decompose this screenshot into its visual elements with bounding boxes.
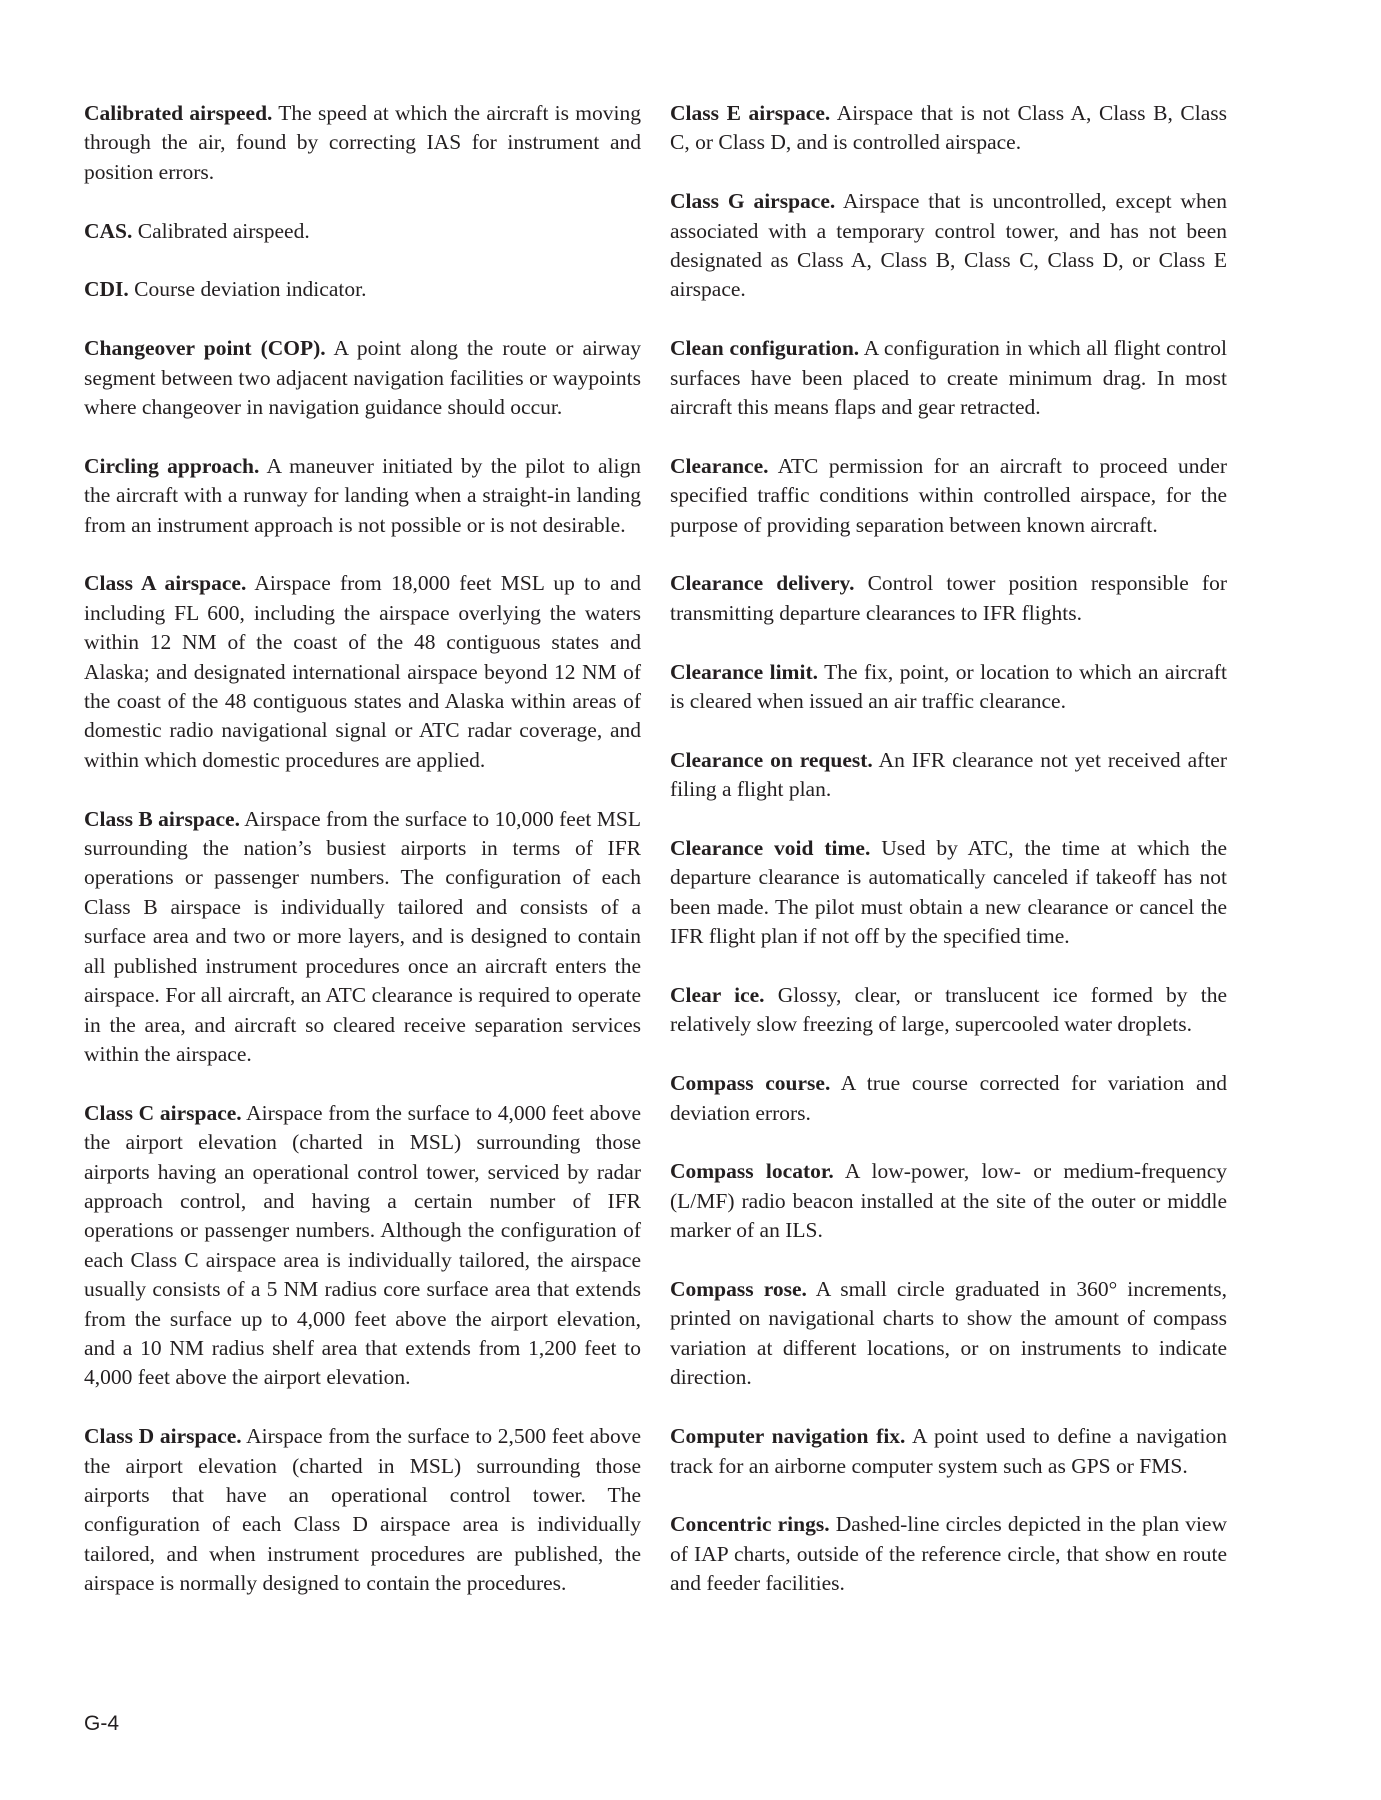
glossary-definition: Course deviation indicator.	[128, 277, 367, 302]
glossary-definition: A true course corrected for variation and deviation errors.	[670, 1071, 1227, 1125]
glossary-term: Clearance delivery.	[670, 571, 855, 596]
glossary-definition: The fix, point, or location to which an aircraft is cleared when issued an air traffic clearance.	[670, 659, 1227, 714]
glossary-term: Compass rose.	[670, 1277, 807, 1302]
glossary-term: Class C airspace.	[84, 1100, 242, 1125]
glossary-definition: A point used to define a navigation track for an airborne computer system such as GPS or FMS.	[670, 1424, 1227, 1478]
glossary-entry	[84, 1099, 641, 1393]
glossary-term: Class D airspace.	[84, 1424, 242, 1449]
glossary-term: Compass course.	[670, 1071, 831, 1096]
glossary-definition: Airspace from 18,000 feet MSL up to and including FL 600, including the airspace overlying the waters within 12 NM of the coast of the 48 contiguous states and Alaska; and designated international airspace beyond 12 NM of the coast of the 48 contiguous states and Alaska within areas of domestic radio navigational signal or ATC radar coverage, and within which domestic procedures are applied.	[84, 571, 641, 772]
glossary-term: Circling approach.	[84, 453, 260, 478]
glossary-term: Class A airspace.	[84, 571, 247, 596]
glossary-term: Class G airspace.	[670, 189, 836, 214]
glossary-term: Computer navigation fix.	[670, 1424, 906, 1449]
glossary-term: Class E airspace.	[670, 101, 831, 125]
glossary-term: Clean configuration.	[670, 336, 860, 361]
glossary-entry	[670, 1510, 1227, 1598]
glossary-entry	[670, 1069, 1227, 1128]
glossary-term: Clearance void time.	[670, 836, 871, 861]
glossary-entry	[670, 658, 1227, 717]
glossary-definition: Airspace from the surface to 10,000 feet MSL surrounding the nation’s busiest airports in terms of IFR operations or passenger numbers. The configuration of each Class B airspace is individually tailored and consists of a surface area and two or more layers, and is designed to contain all published instrument procedures once an aircraft enters the airspace. For all aircraft, an ATC clearance is required to operate in the area, and aircraft so cleared receive separation services within the airspace.	[84, 806, 642, 1066]
glossary-definition: A configuration in which all flight control surfaces have been placed to create minimum drag. In most aircraft this means flaps and gear retracted.	[670, 336, 1227, 420]
glossary-entry	[84, 569, 641, 775]
page-number: G-4	[84, 1712, 120, 1735]
glossary-definition: Used by ATC, the time at which the departure clearance is automatically canceled if takeoff has not been made. The pilot must obtain a new clearance or cancel the IFR flight plan if not off by the specified time.	[670, 836, 1227, 949]
glossary-definition: A small circle graduated in 360° increments, printed on navigational charts to show the amount of compass variation at different locations, or on instruments to indicate direction.	[670, 1277, 1227, 1390]
glossary-definition: An IFR clearance not yet received after filing a flight plan.	[670, 747, 1227, 802]
glossary-left-column	[84, 99, 641, 1628]
glossary-definition: A maneuver initiated by the pilot to align the aircraft with a runway for landing when a straight-in landing from an instrument approach is not possible or is not desirable.	[84, 453, 641, 537]
glossary-entry	[670, 187, 1227, 305]
glossary-definition: Glossy, clear, or translucent ice formed by the relatively slow freezing of large, supercooled water droplets.	[670, 983, 1227, 1037]
glossary-entry	[670, 981, 1227, 1040]
glossary-term: Clearance.	[670, 453, 769, 478]
glossary-term: Clearance limit.	[670, 659, 818, 684]
glossary-term: Class B airspace.	[84, 806, 240, 831]
glossary-entry	[670, 569, 1227, 628]
glossary-entry	[84, 452, 641, 540]
glossary-entry	[670, 1157, 1227, 1245]
glossary-definition: Airspace that is not Class A, Class B, Class C, or Class D, and is controlled airspace.	[670, 101, 1227, 155]
glossary-term: Clearance on request.	[670, 747, 873, 772]
glossary-term: Clear ice.	[670, 983, 765, 1008]
glossary-entry	[670, 334, 1227, 422]
glossary-term: Calibrated airspeed.	[84, 101, 273, 125]
glossary-definition: Dashed-line circles depicted in the plan view of IAP charts, outside of the reference circle, that show en route and feeder facilities.	[670, 1512, 1227, 1596]
glossary-entry	[670, 452, 1227, 540]
glossary-entry	[84, 334, 641, 422]
glossary-entry	[84, 217, 641, 246]
glossary-entry	[670, 834, 1227, 952]
glossary-term: Compass locator.	[670, 1159, 834, 1184]
glossary-definition: A point along the route or airway segment between two adjacent navigation facilities or waypoints where changeover in navigation guidance should occur.	[84, 336, 642, 420]
glossary-term: CDI.	[84, 277, 129, 302]
glossary-entry	[670, 1275, 1227, 1393]
glossary-definition: Calibrated airspeed.	[132, 218, 310, 243]
glossary-entry	[670, 746, 1227, 805]
glossary-entry	[84, 805, 641, 1070]
glossary-definition: ATC permission for an aircraft to proceed under specified traffic conditions within controlled airspace, for the purpose of providing separation between known aircraft.	[670, 453, 1227, 537]
glossary-definition: A low-power, low- or medium-frequency (L/MF) radio beacon installed at the site of the outer or middle marker of an ILS.	[670, 1159, 1227, 1243]
glossary-term: Changeover point (COP).	[84, 336, 326, 361]
glossary-definition: Airspace that is uncontrolled, except when associated with a temporary control tower, and has not been designated as Class A, Class B, Class C, Class D, or Class E airspace.	[670, 189, 1228, 302]
glossary-definition: Control tower position responsible for transmitting departure clearances to IFR flights.	[670, 571, 1227, 625]
glossary-definition: Airspace from the surface to 2,500 feet above the airport elevation (charted in MSL) surrounding those airports that have an operational control tower. The configuration of each Class D airspace area is individually tailored, and when instrument procedures are published, the airspace is normally designed to contain the procedures.	[84, 1424, 642, 1596]
glossary-entry	[84, 1422, 641, 1598]
glossary-entry	[84, 99, 641, 187]
glossary-right-column	[670, 99, 1227, 1628]
glossary-term: CAS.	[84, 218, 133, 243]
glossary-definition: Airspace from the surface to 4,000 feet above the airport elevation (charted in MSL) surrounding those airports having an operational control tower, serviced by radar approach control, and having a certain number of IFR operations or passenger numbers. Although the configuration of each Class C airspace area is individually tailored, the airspace usually consists of a 5 NM radius core surface area that extends from the surface up to 4,000 feet above the airport elevation, and a 10 NM radius shelf area that extends from 1,200 feet to 4,000 feet above the airport elevation.	[84, 1100, 642, 1390]
glossary-entry	[84, 275, 641, 304]
glossary-term: Concentric rings.	[670, 1512, 830, 1537]
glossary-entry	[670, 99, 1227, 158]
glossary-entry	[670, 1422, 1227, 1481]
glossary-definition: The speed at which the aircraft is moving through the air, found by correcting IAS for instrument and position errors.	[84, 101, 641, 184]
